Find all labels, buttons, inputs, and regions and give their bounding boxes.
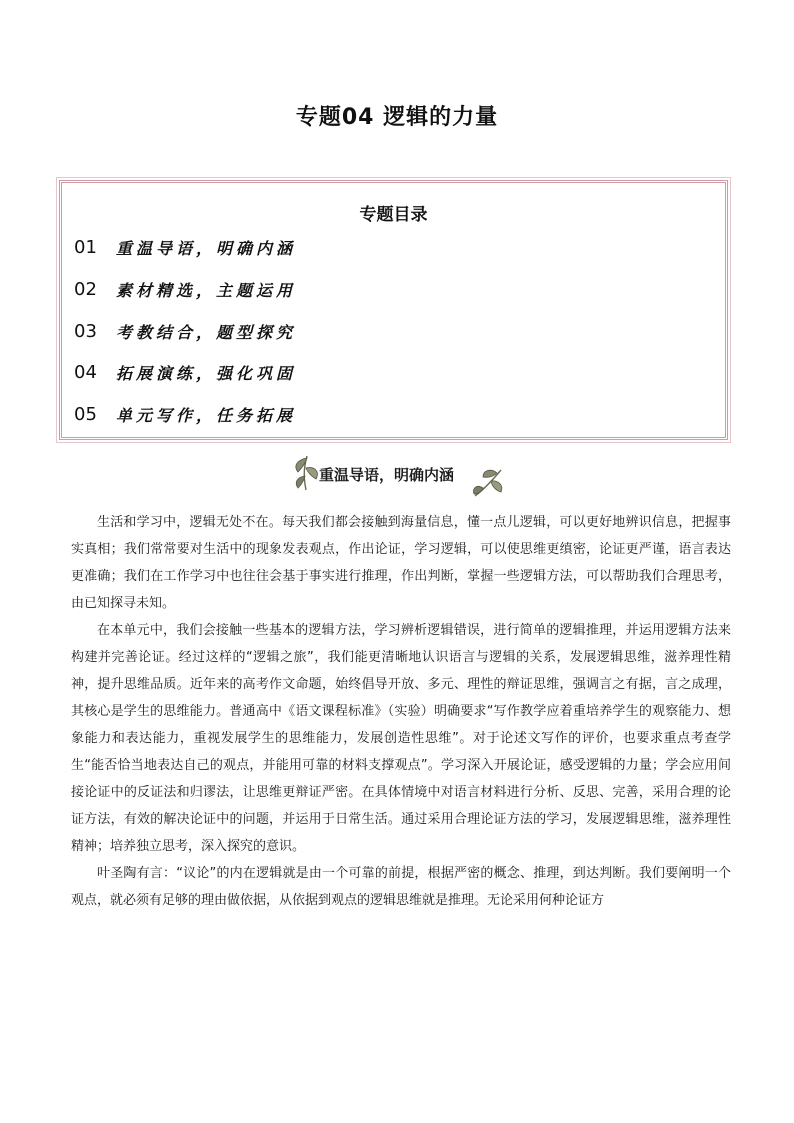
toc-item-label: 素材精选，主题运用 [116,280,297,300]
section-title: 重温导语，明确内涵 [319,466,455,484]
toc-item[interactable] [74,277,296,301]
page-title: 专题04 逻辑的力量 [295,105,499,130]
toc-item-label: 单元写作，任务拓展 [116,405,297,425]
toc-item-label: 考教结合，题型探究 [116,322,297,342]
paragraph: 生活和学习中，逻辑无处不在。每天我们都会接触到海量信息，懂一点儿逻辑，可以更好地辨识信息，把握事实真相；我们常常要对生活中的现象发表观点，作出论证，学习逻辑，可以使思维更缜密，论证更严谨，语言表达更准确；我们在工作学习中也往往会基于事实进行推理，作出判断，掌握一些逻辑方法，可以帮助我们合理思考，由已知探寻未知。 [71,515,731,611]
table-of-contents [59,180,728,440]
leaf-icon [289,452,323,492]
toc-item[interactable] [74,402,296,426]
body-text [71,509,731,914]
toc-item[interactable] [74,235,296,259]
toc-item-number: 01 [74,236,97,258]
toc-item-number: 04 [74,361,97,383]
toc-item-label: 重温导语，明确内涵 [116,238,297,258]
paragraph: 叶圣陶有言：“议论”的内在逻辑就是由一个可靠的前提，根据严密的概念、推理，到达判断。我们要阐明一个观点，就必须有足够的理由做依据，从依据到观点的逻辑思维就是推理。无论采用何种论证方 [71,866,731,908]
toc-item-number: 03 [74,320,97,342]
toc-item-label: 拓展演练，强化巩固 [116,363,297,383]
section-banner [285,450,510,500]
paragraph: 在本单元中，我们会接触一些基本的逻辑方法，学习辨析逻辑错误，进行简单的逻辑推理，并运用逻辑方法来构建并完善论证。经过这样的“逻辑之旅”，我们能更清晰地认识语言与逻辑的关系，发展逻辑思维，滋养理性精神，提升思维品质。近年来的高考作文命题，始终倡导开放、多元、理性的辩证思维，强调言之有据，言之成理，其核心是学生的思维能力。普通高中《语文课程标准》（实验）明确要求“写作教学应着重培养学生的观察能力、想象能力和表达能力，重视发展学生的思维能力，发展创造性思维”。对于论述文写作的评价，也要求重点考查学生“能否恰当地表达自己的观点，并能用可靠的材料支撑观点”。学习深入开展论证，感受逻辑的力量；学会应用间接论证中的反证法和归谬法，让思维更辩证严密。在具体情境中对语言材料进行分析、反思、完善，采用合理的论证方法，有效的解决论证中的问题，并运用于日常生活。通过采用合理论证方法的学习，发展逻辑思维，滋养理性精神；培养独立思考，深入探究的意识。 [71,623,731,854]
leaf-icon [471,464,507,500]
toc-item[interactable] [74,360,296,384]
toc-heading: 专题目录 [359,205,428,225]
toc-item-number: 05 [74,403,97,425]
toc-item[interactable] [74,319,296,343]
toc-item-number: 02 [74,278,97,300]
